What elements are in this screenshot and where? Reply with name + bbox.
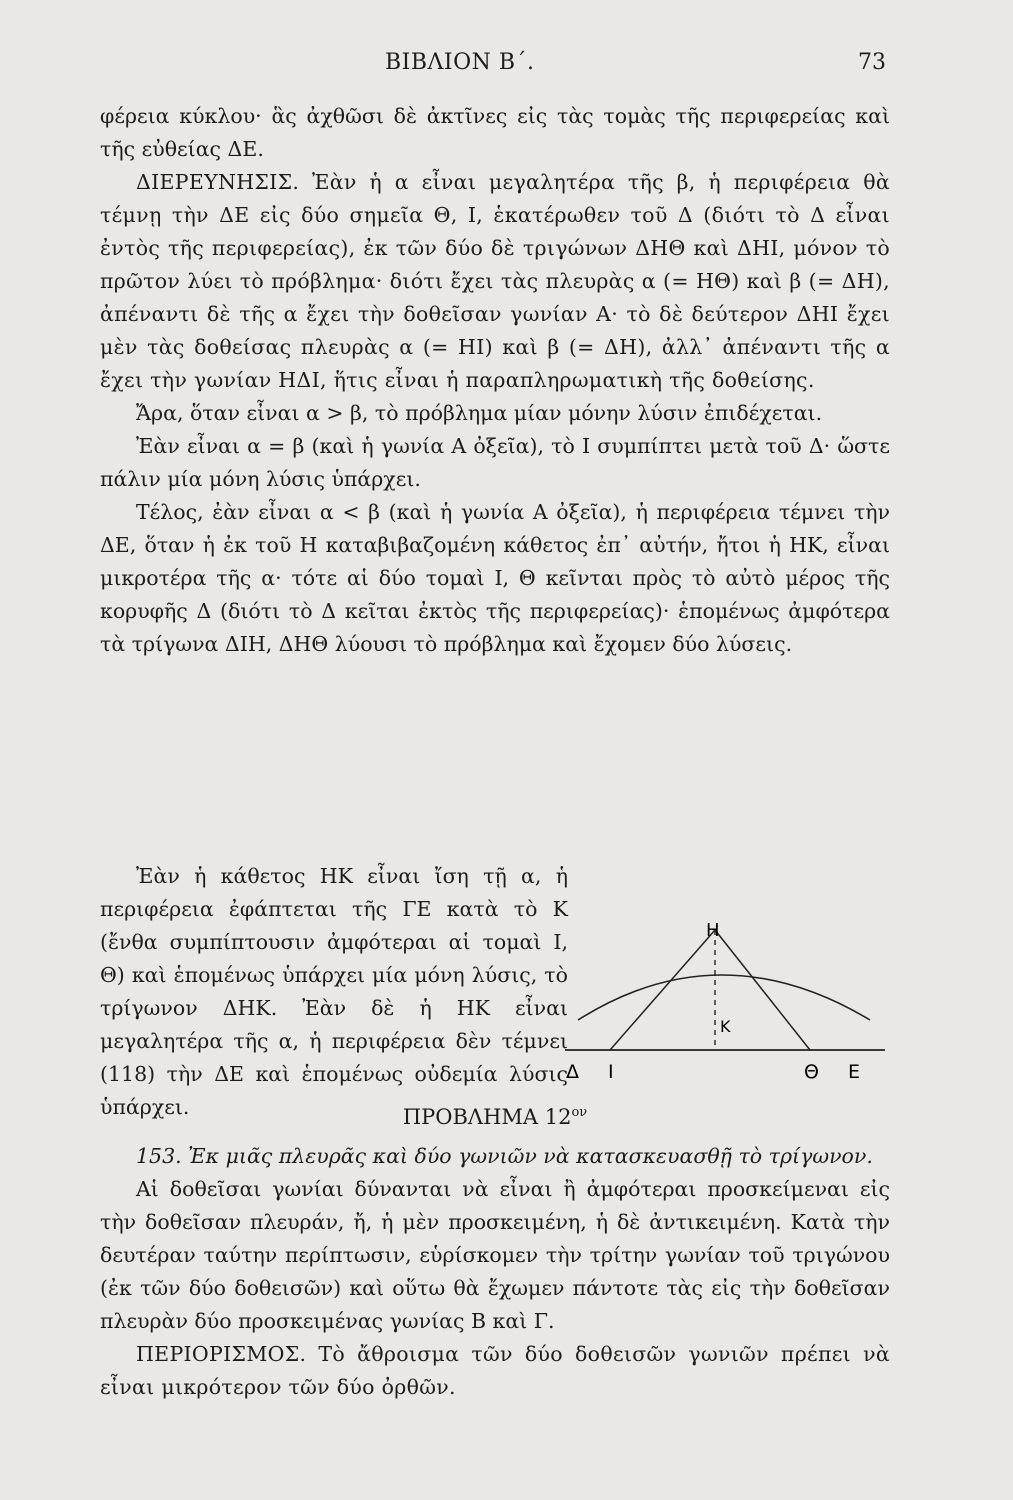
paragraph: ΔΙΕΡΕΥΝΗΣΙΣ. Ἐὰν ἡ α εἶναι μεγαλητέρα τῆς β, ἡ περιφέρεια θὰ τέμνῃ τὴν ΔΕ εἰς δύο σημεῖα Θ, Ι, ἑκατέρωθεν τοῦ Δ (διότι τὸ Δ εἶναι ἐντὸς τῆς περιφερείας), ἐκ τῶν δύο δὲ τριγώνων ΔΗΘ καὶ ΔΗΙ, μόνον τὸ πρῶτον λύει τὸ πρόβλημα· διότι ἔχει τὰς πλευρὰς α (= ΗΘ) καὶ β (= ΔΗ), ἀπέναντι δὲ τῆς α ἔχει τὴν δοθεῖσαν γωνίαν Α· τὸ δὲ δεύτερον ΔΗΙ ἔχει μὲν τὰς δοθείσας πλευρὰς α (= ΗΙ) καὶ β (= ΔΗ), ἀλλ᾽ ἀπέναντι τῆς α ἔχει τὴν γωνίαν ΗΔΙ, ἥτις εἶναι ἡ παραπληρωματικὴ τῆς δοθείσης. [100, 170, 890, 392]
page-number: 73 [858, 50, 886, 75]
paragraph: Ἄρα, ὅταν εἶναι α > β, τὸ πρόβλημα μίαν μόνην λύσιν ἐπιδέχεται. [136, 401, 823, 425]
paragraph: Ἐὰν ἡ κάθετος ΗΚ εἶναι ἴση τῇ α, ἡ περιφέρεια ἐφάπτεται τῆς ΓΕ κατὰ τὸ Κ (ἔνθα συμπίπτουσιν ἀμφότεραι αἱ τομαὶ Ι, Θ) καὶ ἑπομένως ὑπάρχει μία μόνη λύσις, τὸ τρίγωνον ΔΗΚ. Ἐὰν δὲ ἡ ΗΚ εἶναι μεγαλητέρα τῆς α, ἡ περιφέρεια δὲν τέμνει (118) τὴν ΔΕ καὶ ἑπομένως οὐδεμία λύσις ὑπάρχει. [100, 864, 568, 1119]
main-text [100, 100, 890, 661]
running-title: ΒΙΒΛΙΟΝ Β΄. [385, 50, 535, 75]
main-text-continued [100, 1140, 890, 1404]
page-header [0, 50, 1013, 80]
segment-IH [610, 930, 715, 1050]
heading-suffix: ον [571, 1105, 588, 1120]
label-Theta: Θ [804, 1061, 819, 1080]
circle-arc [578, 975, 870, 1020]
paragraph-beside-figure [100, 860, 568, 1124]
label-Delta: Δ [566, 1061, 579, 1080]
paragraph: Τέλος, ἐὰν εἶναι α < β (καὶ ἡ γωνία Α ὀξεῖα), ἡ περιφέρεια τέμνει τὴν ΔΕ, ὅταν ἡ ἐκ τοῦ Η καταβιβαζομένη κάθετος ἐπ᾽ αὐτήν, ἤτοι ἡ ΗΚ, εἶναι μικροτέρα τῆς α· τότε αἱ δύο τομαὶ Ι, Θ κεῖνται πρὸς τὸ αὐτὸ μέρος τῆς κορυφῆς Δ (διότι τὸ Δ κεῖται ἐκτὸς τῆς περιφερείας)· ἑπομένως ἀμφότερα τὰ τρίγωνα ΔΙΗ, ΔΗΘ λύουσι τὸ πρόβλημα καὶ ἔχομεν δύο λύσεις. [100, 500, 890, 656]
paragraph: φέρεια κύκλου· ἃς ἀχθῶσι δὲ ἀκτῖνες εἰς τὰς τομὰς τῆς περιφερείας καὶ τῆς εὐθείας ΔΕ. [100, 104, 890, 161]
paragraph: Ἐὰν εἶναι α = β (καὶ ἡ γωνία Α ὀξεῖα), τὸ Ι συμπίπτει μετὰ τοῦ Δ· ὥστε πάλιν μία μόνη λύσις ὑπάρχει. [100, 434, 890, 491]
label-E: E [848, 1061, 861, 1080]
label-H: H [706, 920, 720, 941]
paragraph: Αἱ δοθεῖσαι γωνίαι δύνανται νὰ εἶναι ἢ ἀμφότεραι προσκείμεναι εἰς τὴν δοθεῖσαν πλευράν, ἤ, ἡ μὲν προσκειμένη, ἡ δὲ ἀντικειμένη. Κατὰ τὴν δευτέραν ταύτην περίπτωσιν, εὑρίσκομεν τὴν τρίτην γωνίαν τοῦ τριγώνου (ἐκ τῶν δύο δοθεισῶν) καὶ οὕτω θὰ ἔχωμεν πάντοτε τὰς εἰς τὴν δοθεῖσαν πλευρὰν δύο προσκειμένας γωνίας Β καὶ Γ. [100, 1177, 890, 1333]
geometry-figure [560, 910, 890, 1080]
paragraph: ΠΕΡΙΟΡΙΣΜΟΣ. Τὸ ἄθροισμα τῶν δύο δοθεισῶν γωνιῶν πρέπει νὰ εἶναι μικρότερον τῶν δύο ὀρθῶν. [100, 1342, 890, 1399]
problem-heading [100, 1105, 890, 1129]
label-I: I [608, 1061, 614, 1080]
heading-text: ΠΡΟΒΛΗΜΑ 12 [402, 1105, 572, 1129]
label-K: K [720, 1017, 731, 1036]
problem-statement: 153. Ἐκ μιᾶς πλευρᾶς καὶ δύο γωνιῶν νὰ κατασκευασθῇ τὸ τρίγωνον. [136, 1144, 873, 1168]
